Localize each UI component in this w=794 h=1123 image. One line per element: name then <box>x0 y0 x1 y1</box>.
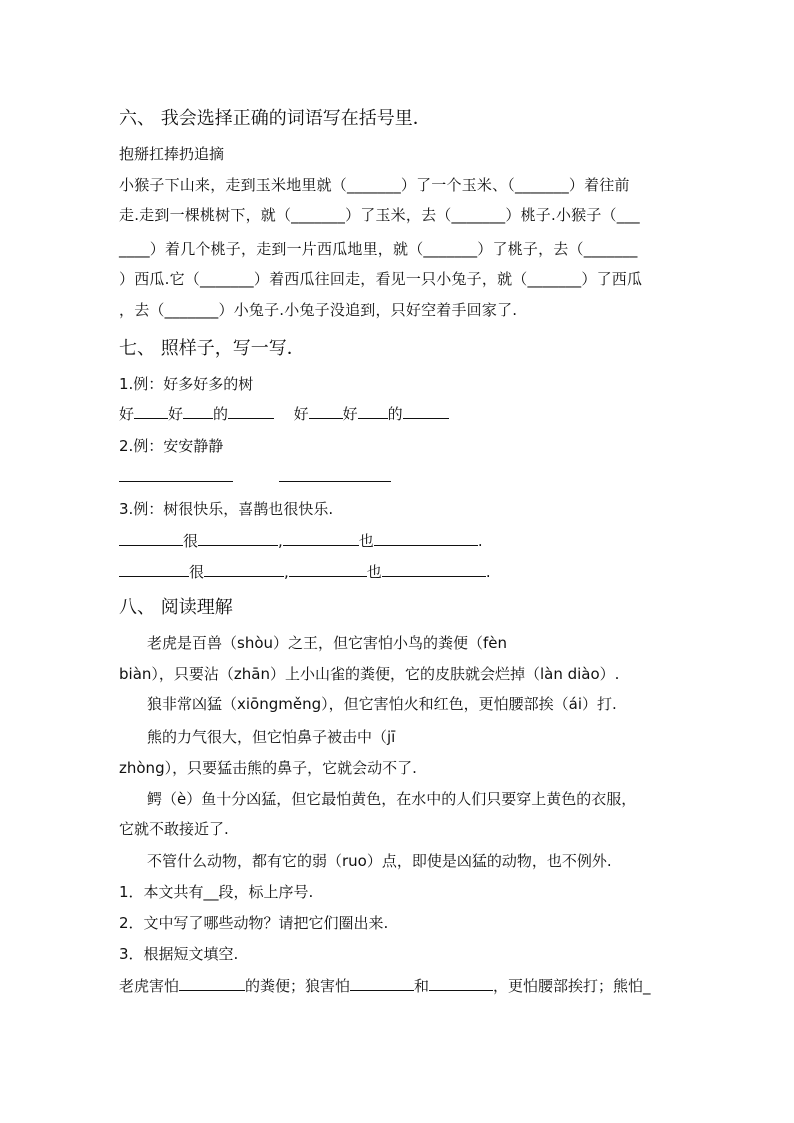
answer-blank[interactable] <box>198 530 278 546</box>
answer-blank[interactable] <box>429 975 493 991</box>
answer-blank[interactable] <box>279 466 391 482</box>
answer-blank[interactable] <box>183 403 213 419</box>
passage-line-4: ）西瓜.它（_______）着西瓜往回走，看见一只小兔子，就（_______）了西瓜 <box>119 270 643 288</box>
example-2: 2.例：安安静静 <box>119 437 224 455</box>
reading-para-3b: zhòng），只要猛击熊的鼻子，它就会动不了. <box>119 759 417 777</box>
answer-blank[interactable] <box>350 975 414 991</box>
fill-text: ，更怕腰部挨打；熊怕_ <box>493 977 651 995</box>
answer-blank[interactable] <box>283 530 359 546</box>
fill-text: 和 <box>414 977 430 995</box>
period: . <box>477 532 483 550</box>
example-3: 3.例：树很快乐，喜鹊也很快乐. <box>119 500 334 518</box>
section-8-heading: 八、 阅读理解 <box>119 597 233 618</box>
word-hao: 好 <box>342 405 358 423</box>
reading-para-4b: 它就不敢接近了. <box>119 820 229 838</box>
question-3: 3．根据短文填空. <box>119 945 239 963</box>
passage-line-2: 走.走到一棵桃树下，就（_______）了玉米，去（_______）桃子.小猴子（___ <box>119 206 640 224</box>
passage-line-1: 小猴子下山来，走到玉米地里就（_______）了一个玉米、（_______）着往前 <box>119 176 630 194</box>
answer-blank[interactable] <box>358 403 388 419</box>
fill-text: 老虎害怕 <box>119 977 180 995</box>
answer-blank[interactable] <box>309 403 343 419</box>
passage-line-3: ____）着几个桃子，走到一片西瓜地里，就（_______）了桃子，去（_______ <box>119 240 638 258</box>
section-7-heading: 七、 照样子，写一写． <box>119 338 305 359</box>
word-hao: 好 <box>119 405 135 423</box>
comma: , <box>278 532 283 550</box>
reading-para-2: 狼非常凶猛（xiōngměng），但它害怕火和红色，更怕腰部挨（ái）打. <box>147 695 617 713</box>
example-2-answer-row <box>119 466 391 487</box>
reading-para-5: 不管什么动物，都有它的弱（ruo）点，即使是凶猛的动物，也不例外. <box>147 852 612 870</box>
fill-text: 的粪便；狼害怕 <box>245 977 351 995</box>
section-6-heading: 六、 我会选择正确的词语写在括号里． <box>119 108 431 129</box>
reading-para-1a: 老虎是百兽（shòu）之王，但它害怕小鸟的粪便（fèn <box>147 634 508 652</box>
comma: , <box>284 563 289 581</box>
example-3-answer-row-2 <box>119 561 491 582</box>
example-1-answer-row <box>119 403 449 424</box>
word-hao: 好 <box>293 405 309 423</box>
answer-blank[interactable] <box>204 561 284 577</box>
word-hao: 好 <box>168 405 184 423</box>
answer-blank[interactable] <box>289 561 367 577</box>
period: . <box>485 563 491 581</box>
word-de: 的 <box>387 405 403 423</box>
example-1: 1.例：好多好多的树 <box>119 375 254 393</box>
reading-para-3a: 熊的力气很大，但它怕鼻子被击中（jī <box>147 728 396 746</box>
passage-line-5: ，去（_______）小兔子.小兔子没追到，只好空着手回家了. <box>119 301 518 319</box>
answer-blank[interactable] <box>134 403 168 419</box>
question-2: 2．文中写了哪些动物？请把它们圈出来. <box>119 914 389 932</box>
question-1: 1．本文共有__段，标上序号. <box>119 883 314 901</box>
word-ye: 也 <box>366 563 382 581</box>
answer-blank[interactable] <box>382 561 486 577</box>
reading-para-1b: biàn），只要沾（zhān）上小山雀的粪便，它的皮肤就会烂掉（làn diào）. <box>119 665 620 683</box>
word-ye: 也 <box>358 532 374 550</box>
answer-blank[interactable] <box>119 530 183 546</box>
answer-blank[interactable] <box>403 403 449 419</box>
reading-para-4a: 鳄（è）鱼十分凶猛，但它最怕黄色，在水中的人们只要穿上黄色的衣服， <box>147 790 637 808</box>
example-3-answer-row-1 <box>119 530 483 551</box>
answer-blank[interactable] <box>374 530 478 546</box>
answer-blank[interactable] <box>119 466 233 482</box>
word-hen: 很 <box>189 563 205 581</box>
word-hen: 很 <box>183 532 199 550</box>
question-3-fill-row <box>119 975 651 996</box>
answer-blank[interactable] <box>228 403 274 419</box>
word-bank: 抱掰扛捧扔追摘 <box>119 145 225 163</box>
word-de: 的 <box>213 405 229 423</box>
answer-blank[interactable] <box>179 975 245 991</box>
answer-blank[interactable] <box>119 561 189 577</box>
